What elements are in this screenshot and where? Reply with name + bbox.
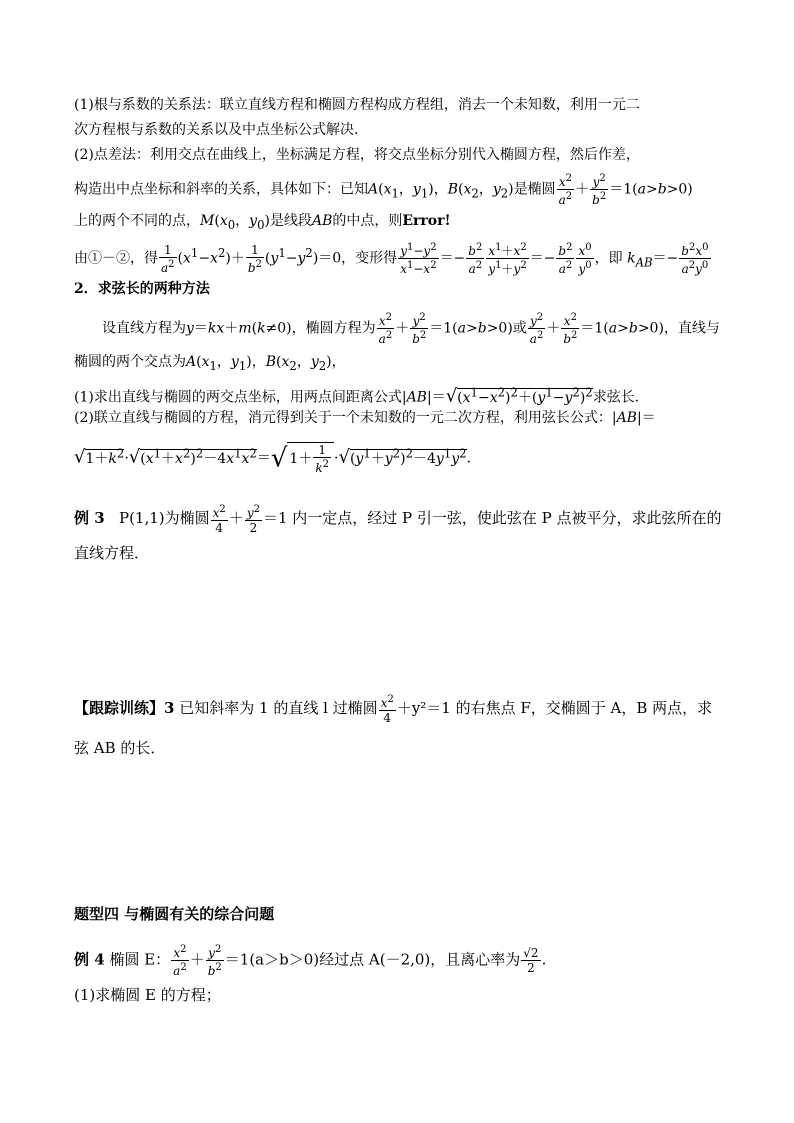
text-line: (1)求椭圆 E 的方程； <box>74 986 221 1004</box>
text-span: ＝1 内一定点，经过 P 引一弦，使此弦在 P 点被平分，求此弦所在的 <box>262 509 722 527</box>
text-span: 构造出中点坐标和斜率的关系，具体如下：已知 <box>74 181 368 198</box>
tracking-exercise-3: 【跟踪训练】3 已知斜率为 1 的直线 l 过椭圆 $\frac{x^2}{4}$ ＋y²＝1 的右焦点 F，交椭圆于 A，B 两点，求 <box>74 694 713 725</box>
text-span: 上的两个不同的点， <box>74 213 200 229</box>
text-span: 即 <box>608 250 623 267</box>
text-span: ＝1(a＞b＞0)经过点 A(－2,0)，且离心率为 <box>224 950 521 969</box>
exercise-label: 【跟踪训练】3 <box>74 699 175 717</box>
text-line: (1)根与系数的关系法：联立直线方程和椭圆方程构成方程组，消去一个未知数，利用一元二 <box>74 97 640 113</box>
text-line: (2)点差法：利用交点在曲线上，坐标满足方程，将交点坐标分别代入椭圆方程，然后作差， <box>74 147 640 163</box>
text-span: (2)联立直线与椭圆的方程，消元得到关于一个未知数的一元二次方程，利用弦长公式： <box>74 410 612 426</box>
text-span: 是线段 <box>269 213 312 229</box>
text-span: 椭圆 E： <box>109 950 171 969</box>
text-line: 由①－②，得 $\frac{1}{a^2}$ $(x^1-x^2)+$ $\frac{1}{b^2}$ $(y^1-y^2)=0$，变形得 $\frac{y^1-y^2}{x^1-x^2}$ ＝− $\frac{b^2}{a^2}$ $\frac{x^1+x^2}{y^1+y^2}$ ＝− $\frac{b^2}{a^2}$ $\frac{x^0}{y^0}$ ，即 $k_{AB}=-$ $\frac{b^2x^0}{a^2y^0}$ <box>74 242 709 276</box>
text-span: 变形得 <box>355 250 398 267</box>
section-heading: 题型四 与椭圆有关的综合问题 <box>74 905 275 923</box>
text-line: 弦 AB 的长． <box>74 739 166 757</box>
text-span: 的中点，则 <box>332 213 403 229</box>
text-line: 次方程根与系数的关系以及中点坐标公式解决． <box>74 122 368 138</box>
text-span: 或 <box>512 320 527 337</box>
text-line: (2)联立直线与椭圆的方程，消元得到关于一个未知数的一元二次方程，利用弦长公式：|AB|＝ <box>74 410 656 426</box>
example-label: 例 4 <box>74 950 105 969</box>
example-label: 例 3 <box>74 509 105 527</box>
text-span: 由①－②，得 <box>74 250 158 267</box>
text-span: P(1,1)为椭圆 <box>118 509 210 527</box>
text-line: 设直线方程为y＝kx＋m(k≠0)，椭圆方程为 $\frac{x^2}{a^2}$ ＋ $\frac{y^2}{b^2}$ ＝1(a>b>0)或 $\frac{y^2}{a^2}$ ＋ $\frac{x^2}{b^2}$ ＝1(a>b>0)，直线与 <box>102 312 720 346</box>
text-line: 构造出中点坐标和斜率的关系，具体如下：已知$A(x_1$，$y_1$)，$B(x_2$，$y_2$)是椭圆 $\frac{x^2}{a^2}$ ＋ $\frac{y^2}{b^2}$ ＝1(a>b>0) <box>74 173 693 207</box>
text-span: ＋y²＝1 的右焦点 F，交椭圆于 A，B 两点，求 <box>396 699 713 717</box>
text-span: (1)求出直线与椭圆的两交点坐标，用两点间距离公式 <box>74 389 402 406</box>
example-4: 例 4 椭圆 E： $\frac{x^2}{a^2}$ ＋ $\frac{y^2}{b^2}$ ＝1(a＞b＞0)经过点 A(－2,0)，且离心率为 $\frac{√2}{2}$ . <box>74 944 547 978</box>
example-3: 例 3 P(1,1)为椭圆 $\frac{x^2}{4}$ ＋ $\frac{y^2}{2}$ ＝1 内一定点，经过 P 引一弦，使此弦在 P 点被平分，求此弦所在的 <box>74 504 722 535</box>
text-span: 椭圆方程为 <box>305 320 376 337</box>
text-span: 已知斜率为 1 的直线 l 过椭圆 <box>179 699 378 717</box>
text-line: 直线方程． <box>74 544 150 562</box>
text-span: 直线与 <box>677 320 720 337</box>
text-line: 椭圆的两个交点为$A(x_1$，$y_1$)，$B(x_2$，$y_2$)， <box>74 354 346 373</box>
text-span: 求弦长． <box>592 389 649 406</box>
text-span: 椭圆的两个交点为 <box>74 354 186 370</box>
text-line: (1)求出直线与椭圆的两交点坐标，用两点间距离公式$|AB|=√(x^1-x^2)^2+(y^1-y^2)^2$求弦长． <box>74 385 649 407</box>
text-line: 上的两个不同的点，$M(x_0$，$y_0$)是线段AB的中点，则Error! <box>74 213 451 232</box>
error-text: Error! <box>402 213 451 229</box>
formula-line: $√1+k^2\cdot√(x^1+x^2)^2-4x^1x^2=√$ 1＋ $\frac{1}{k^2}$ $\cdot√(y^1+y^2)^2-4y^1y^2$． <box>74 443 481 475</box>
section-heading: 2．求弦长的两种方法 <box>74 281 210 297</box>
text-span: 设直线方程为 <box>102 320 186 337</box>
